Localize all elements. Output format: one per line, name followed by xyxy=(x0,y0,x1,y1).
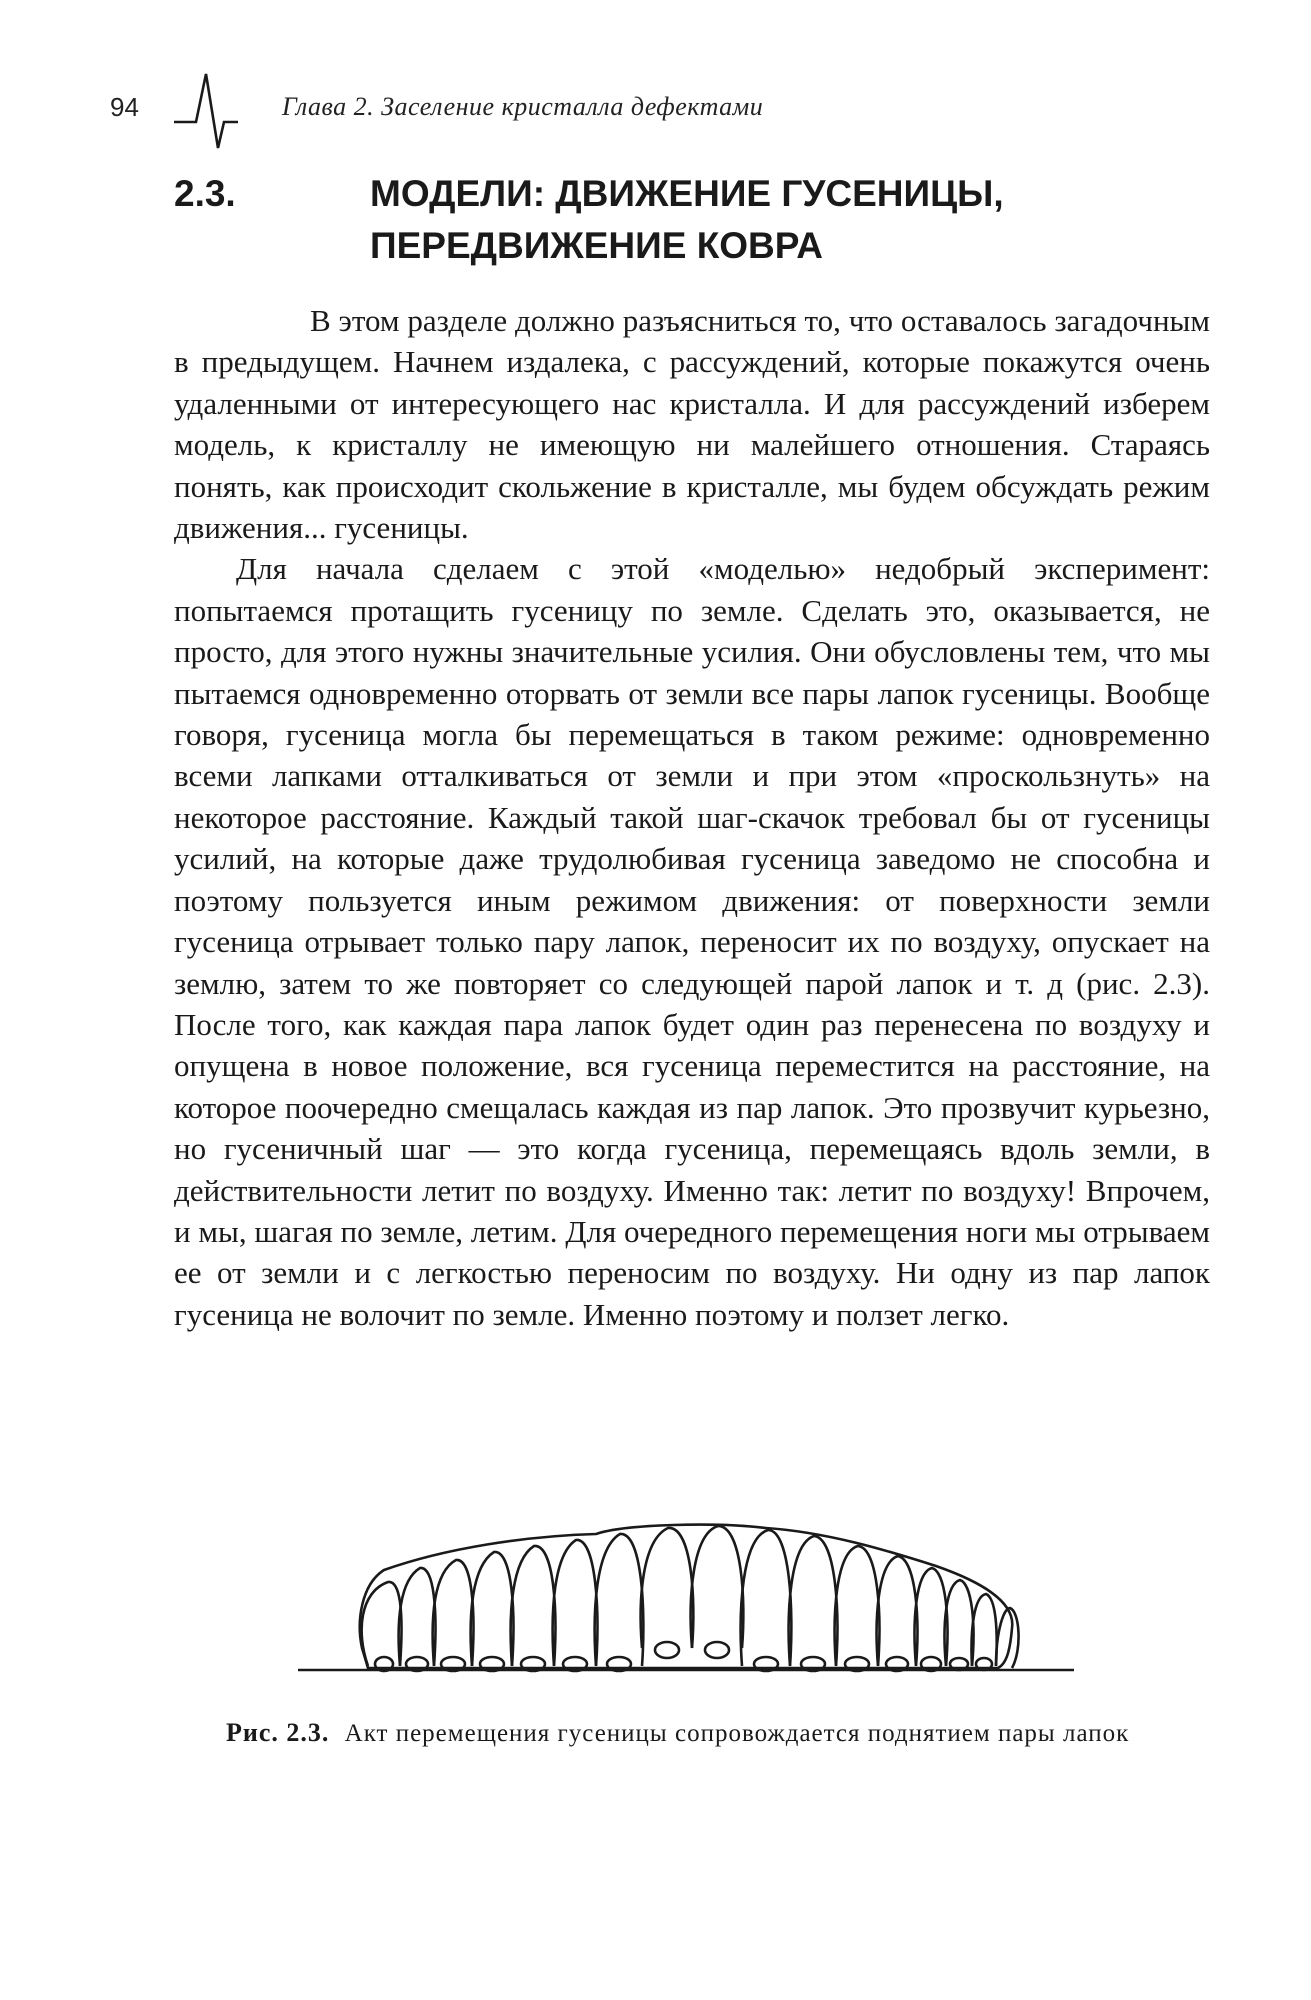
page-number: 94 xyxy=(110,92,139,122)
body-text xyxy=(174,300,1210,1335)
paragraph: В этом разделе должно разъясниться то, что оставалось загадочным в предыдущем. Начнем издалека, с рассуждений, которые покажутся очень удаленными от интересующего нас кристалла. И для рассуждений изберем модель, к кристаллу не имеющую ни малейшего отношения. Стараясь понять, как происходит скольжение в кристалле, мы будем обсуждать режим движения... гусеницы. xyxy=(174,303,1210,546)
caterpillar-head xyxy=(996,1608,1019,1668)
segment xyxy=(945,1580,974,1666)
lifted-foot xyxy=(655,1642,679,1658)
segment xyxy=(741,1530,792,1666)
segment xyxy=(877,1556,918,1666)
segment xyxy=(641,1528,694,1648)
section-number: 2.3. xyxy=(174,173,236,214)
segment xyxy=(835,1546,880,1666)
section-title: МОДЕЛИ: ДВИЖЕНИЕ ГУСЕНИЦЫ, ПЕРЕДВИЖЕНИЕ КОВРА xyxy=(370,173,1004,266)
segment xyxy=(595,1534,644,1666)
segment xyxy=(972,1594,997,1666)
caterpillar-figure xyxy=(296,1520,1076,1690)
lifted-foot xyxy=(705,1642,729,1658)
segment xyxy=(691,1526,744,1648)
caption-label: Рис. 2.3. xyxy=(226,1718,330,1747)
segment xyxy=(433,1560,474,1666)
segment xyxy=(789,1536,838,1666)
segment xyxy=(511,1546,556,1666)
segment xyxy=(362,1582,402,1666)
segment xyxy=(553,1540,598,1666)
caption-text: Акт перемещения гусеницы сопровождается поднятием пары лапок xyxy=(344,1720,1130,1747)
segment xyxy=(915,1568,948,1666)
segment xyxy=(471,1552,514,1666)
figure-caption xyxy=(226,1716,1210,1751)
running-head xyxy=(110,82,1210,142)
paragraph: Для начала сделаем с этой «моделью» недобрый эксперимент: попытаемся протащить гусеницу по земле. Сделать это, оказывается, не просто, для этого нужны значительные усилия. Они обусловлены тем, что мы пытаемся одновременно оторвать от земли все пары лапок гусеницы. Вообще говоря, гусеница могла бы перемещаться в таком режиме: одновременно всеми лапками отталкиваться от земли и при этом «проскользнуть» на некоторое расстояние. Каждый такой шаг-скачок требовал бы от гусеницы усилий, на которые даже трудолюбивая гусеница заведомо не способна и поэтому пользуется иным режимом движения: от поверхности земли гусеница отрывает только пару лапок, переносит их по воздуху, опускает на землю, затем то же повторяет со следующей парой лапок и т. д (рис. 2.3). После того, как каждая пара лапок будет один раз перенесена по воздуху и опущена в новое положение, вся гусеница переместится на расстояние, на которое поочередно смещалась каждая из пар лапок. Это прозвучит курьезно, но гусеничный шаг — это когда гусеница, перемещаясь вдоль земли, в действительности летит по воздуху. Именно так: летит по воздуху! Впрочем, и мы, шагая по земле, летим. Для очередного перемещения ноги мы отрываем ее от земли и с легкостью переносим по воздуху. Ни одну из пар лапок гусеница не волочит по земле. Именно поэтому и ползет легко. xyxy=(174,551,1210,1332)
pulse-icon xyxy=(172,66,242,150)
chapter-title: Глава 2. Заселение кристалла дефектами xyxy=(282,92,764,121)
segment xyxy=(399,1568,436,1666)
